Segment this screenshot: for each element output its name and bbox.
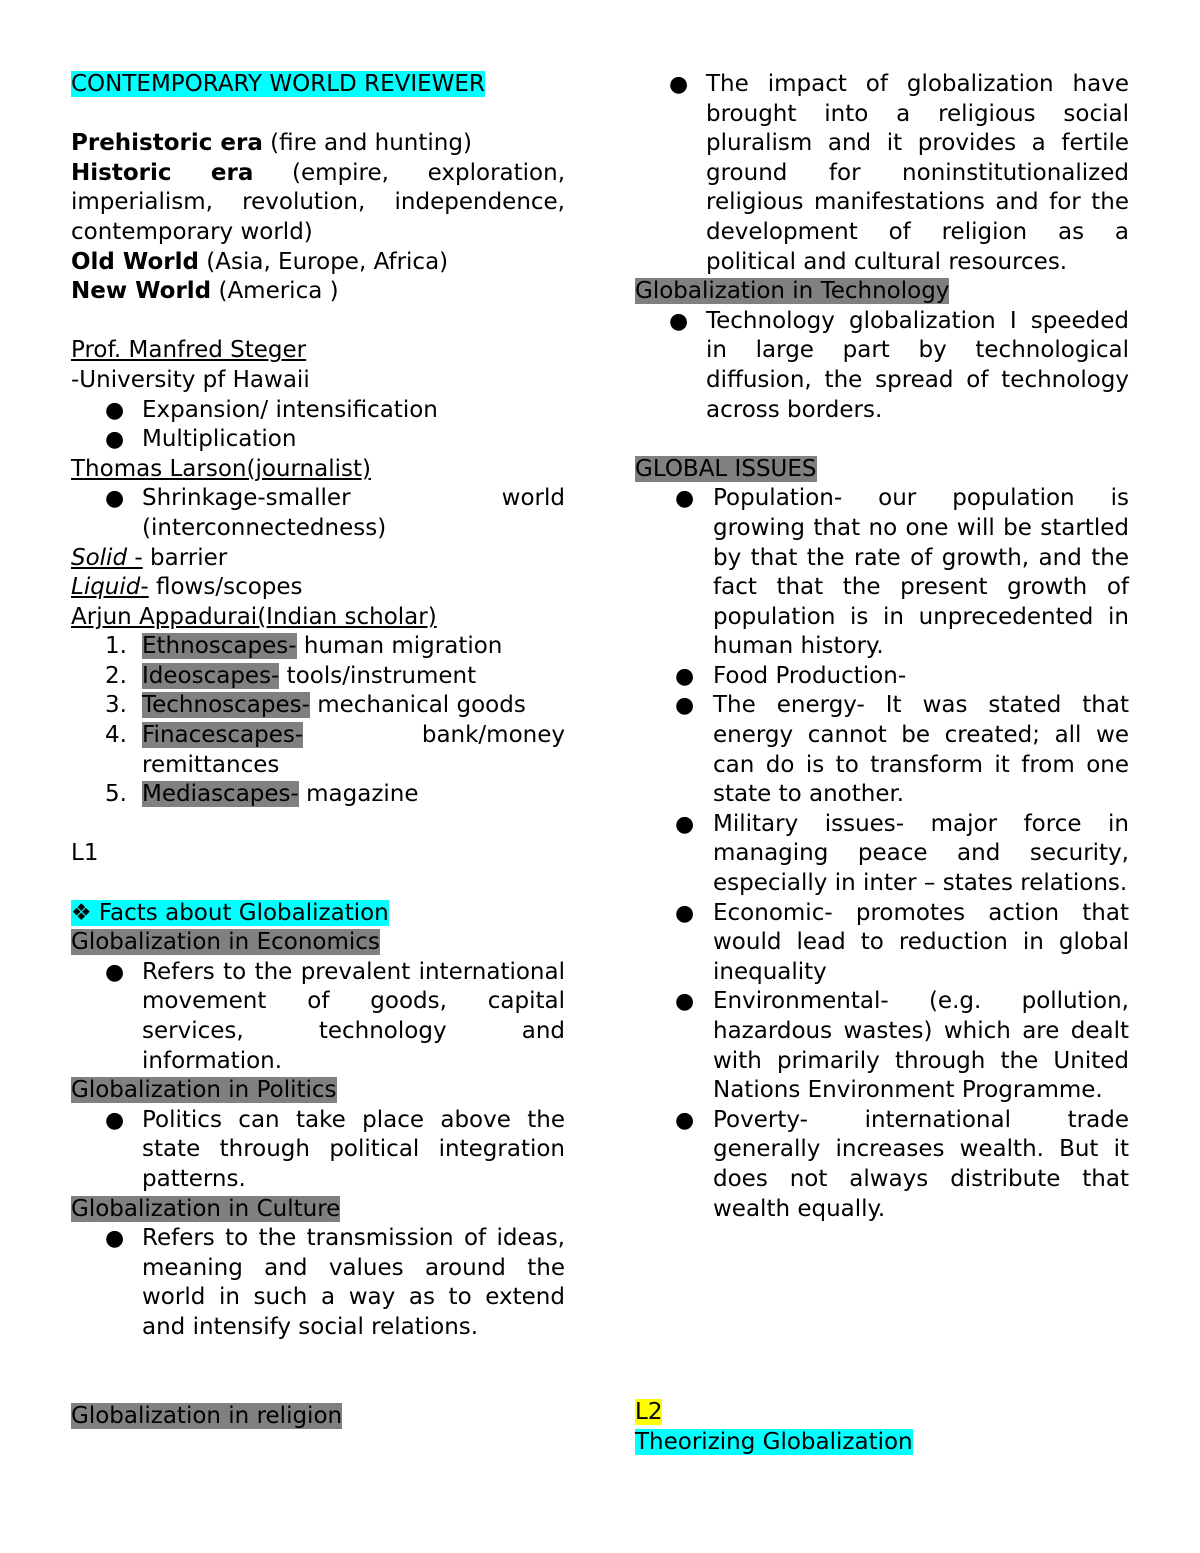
list-item: 5. Mediascapes- magazine xyxy=(105,781,419,808)
steger-name: Prof. Manfred Steger xyxy=(71,337,307,364)
bullet-icon: ● xyxy=(105,427,125,453)
bullet-icon: ● xyxy=(105,959,125,985)
religion-heading: Globalization in religion xyxy=(71,1402,343,1429)
list-item: ● Population- our population is growing that no one will be startled by that the rate of growth, and the fact that the present growth of population is in unprecedented in human history. xyxy=(675,485,1129,660)
list-item: ● Technology globalization I speeded in large part by technological diffusion, the spread of technology across borders. xyxy=(669,307,1129,423)
global-issues-heading: GLOBAL ISSUES xyxy=(635,455,817,482)
era-historic: Historic era (empire, exploration, imperialism, revolution, independence, contemporary world) xyxy=(71,159,566,245)
global-issues-list xyxy=(635,484,1129,1224)
larson-list xyxy=(71,484,565,543)
list-item: ● Refers to the prevalent international movement of goods, capital services, technology and information. xyxy=(105,958,565,1074)
theorizing-heading: Theorizing Globalization xyxy=(635,1428,913,1455)
bullet-icon: ● xyxy=(105,486,125,512)
list-item: 2. Ideoscapes- tools/instrument xyxy=(105,662,477,689)
list-item: ● Politics can take place above the state through political integration patterns. xyxy=(105,1106,565,1192)
politics-heading: Globalization in Politics xyxy=(71,1077,337,1104)
right-column xyxy=(635,70,1129,1224)
bullet-icon: ● xyxy=(675,1107,695,1133)
solid-definition: Solid - barrier xyxy=(71,544,228,571)
bullet-icon: ● xyxy=(675,486,695,512)
list-item: ● Multiplication xyxy=(71,425,565,455)
bullet-icon: ● xyxy=(105,1226,125,1252)
economics-heading: Globalization in Economics xyxy=(71,929,380,956)
religion-list xyxy=(635,70,1129,277)
bullet-icon: ● xyxy=(675,811,695,837)
lesson-2-label: L2 xyxy=(635,1399,663,1425)
steger-affiliation: -University pf Hawaii xyxy=(71,366,310,393)
technology-list xyxy=(635,307,1129,425)
era-old-world: Old World (Asia, Europe, Africa) xyxy=(71,248,449,275)
bullet-icon: ● xyxy=(675,900,695,926)
culture-list xyxy=(71,1224,565,1342)
list-item: ● Economic- promotes action that would lead to reduction in global inequality xyxy=(675,899,1129,985)
list-item: ● The energy- It was stated that energy cannot be created; all we can do is to transform it from one state to another. xyxy=(675,692,1129,808)
bullet-icon: ● xyxy=(105,397,125,423)
list-item: ● The impact of globalization have brought into a religious social pluralism and it provides a fertile ground for noninstitutionalized religious manifestations and for the development of religion as a political and cultural resources. xyxy=(669,71,1129,275)
bullet-icon: ● xyxy=(675,663,695,689)
bullet-icon: ● xyxy=(669,72,689,97)
list-item: ● Shrinkage-smaller world (interconnectedness) xyxy=(105,485,565,541)
document-title: CONTEMPORARY WORLD REVIEWER xyxy=(71,71,485,97)
lesson-2-block xyxy=(635,1398,913,1457)
liquid-definition: Liquid- flows/scopes xyxy=(71,574,303,601)
list-item: ● Refers to the transmission of ideas, meaning and values around the world in such a way as to extend and intensify social relations. xyxy=(105,1225,565,1340)
bullet-icon: ● xyxy=(675,693,695,719)
list-item: ● Food Production- xyxy=(635,662,1129,692)
facts-heading: ❖ Facts about Globalization xyxy=(71,899,389,926)
politics-list xyxy=(71,1106,565,1195)
larson-name: Thomas Larson(journalist) xyxy=(71,455,371,482)
list-item: ● Expansion/ intensification xyxy=(71,396,565,426)
list-item: 3. Technoscapes- mechanical goods xyxy=(105,692,526,719)
bullet-icon: ● xyxy=(105,1107,125,1133)
culture-heading: Globalization in Culture xyxy=(71,1195,341,1222)
list-item: 4. Finacescapes- bank/money remittances xyxy=(105,722,565,778)
list-item: ● Military issues- major force in managing peace and security, especially in inter – states relations. xyxy=(675,810,1129,897)
list-item: ● Environmental- (e.g. pollution, hazardous wastes) which are dealt with primarily through the United Nations Environment Programme. xyxy=(675,988,1129,1104)
steger-list xyxy=(71,396,565,455)
economics-list xyxy=(71,958,565,1076)
era-new-world: New World (America ) xyxy=(71,278,339,305)
era-prehistoric: Prehistoric era (fire and hunting) xyxy=(71,130,472,157)
list-item: 1. Ethnoscapes- human migration xyxy=(105,633,503,660)
technology-heading: Globalization in Technology xyxy=(635,278,950,305)
list-item: ● Poverty- international trade generally increases wealth. But it does not always distribute that wealth equally. xyxy=(675,1106,1129,1222)
scapes-list xyxy=(71,632,565,810)
left-column xyxy=(71,70,565,1431)
bullet-icon: ● xyxy=(669,308,689,334)
bullet-icon: ● xyxy=(675,989,695,1015)
lesson-1-label: L1 xyxy=(71,840,99,867)
appadurai-name: Arjun Appadurai(Indian scholar) xyxy=(71,603,437,630)
